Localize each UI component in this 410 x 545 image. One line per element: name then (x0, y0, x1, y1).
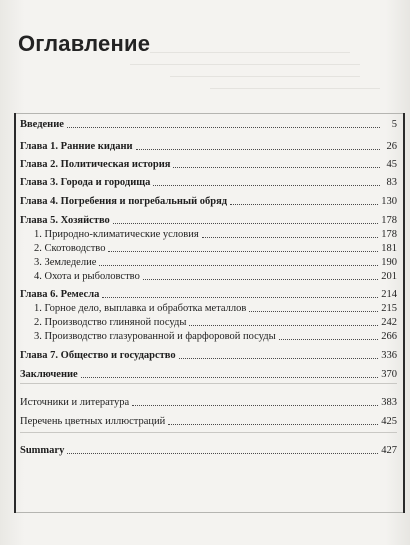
dot-leader (179, 357, 379, 359)
toc-entry-page-number: 5 (391, 119, 397, 130)
toc-entry[interactable] (20, 348, 397, 362)
toc-entry-page-number: 425 (381, 416, 397, 427)
toc-entry-page-number: 190 (381, 257, 397, 268)
show-through-line (150, 52, 350, 53)
toc-entry-label: 3. Производство глазурованной и фарфоровой посуды (34, 331, 276, 342)
show-through-line (210, 88, 380, 89)
toc-entry-page-number: 201 (381, 271, 397, 282)
dot-leader (136, 148, 380, 150)
toc-entry-page-number: 130 (381, 196, 397, 207)
toc-frame-top (16, 113, 403, 114)
dot-leader (173, 166, 380, 168)
dot-leader (143, 278, 378, 280)
dot-leader (230, 203, 378, 205)
toc-entry-page-number: 181 (381, 243, 397, 254)
toc-entry-page-number: 266 (381, 331, 397, 342)
toc-entry-label: 4. Охота и рыболовство (34, 271, 140, 282)
toc-entry[interactable] (20, 269, 397, 283)
toc-entry-label: Глава 4. Погребения и погребальный обряд (20, 196, 228, 207)
dot-leader (189, 324, 378, 326)
toc-entry-page-number: 178 (381, 229, 397, 240)
dot-leader (67, 452, 378, 454)
toc-entry-page-number: 214 (381, 289, 397, 300)
section-divider (20, 383, 397, 384)
toc-entry[interactable] (20, 315, 397, 329)
dot-leader (113, 222, 378, 224)
dot-leader (67, 126, 380, 128)
toc-entry[interactable] (20, 414, 397, 428)
toc-entry-label: Заключение (20, 369, 78, 380)
toc-entry-label: Перечень цветных иллюстраций (20, 416, 166, 427)
toc-entry[interactable] (20, 139, 397, 153)
toc-entry-label: Источники и литература (20, 397, 130, 408)
toc-entry[interactable] (20, 287, 397, 301)
dot-leader (249, 310, 378, 312)
dot-leader (81, 376, 379, 378)
toc-entry-page-number: 383 (381, 397, 397, 408)
toc-entry-label: Введение (20, 119, 64, 130)
toc-frame-bottom (16, 512, 403, 513)
dot-leader (132, 404, 378, 406)
toc-entry-page-number: 26 (386, 141, 397, 152)
toc-entry-label: Summary (20, 445, 65, 456)
toc-entry-page-number: 242 (381, 317, 397, 328)
toc-entry-label: Глава 5. Хозяйство (20, 215, 110, 226)
toc-entry-label: Глава 6. Ремесла (20, 289, 100, 300)
toc-entry[interactable] (20, 157, 397, 171)
toc-entry-page-number: 83 (386, 177, 397, 188)
toc-entry[interactable] (20, 175, 397, 189)
dot-leader (108, 250, 378, 252)
toc-entry[interactable] (20, 255, 397, 269)
show-through-line (170, 76, 360, 77)
toc-entry[interactable] (20, 329, 397, 343)
toc-entry-label: Глава 1. Ранние кидани (20, 141, 133, 152)
toc-entry-page-number: 178 (381, 215, 397, 226)
dot-leader (99, 264, 378, 266)
show-through-line (130, 64, 360, 65)
toc-entry[interactable] (20, 395, 397, 409)
dot-leader (102, 296, 378, 298)
toc-entry-label: 1. Природно-климатические условия (34, 229, 199, 240)
toc-entry-label: Глава 7. Общество и государство (20, 350, 176, 361)
toc-entry-label: Глава 2. Политическая история (20, 159, 171, 170)
toc-entry-page-number: 215 (381, 303, 397, 314)
dot-leader (279, 338, 379, 340)
toc-entry-page-number: 45 (386, 159, 397, 170)
toc-entry[interactable] (20, 241, 397, 255)
toc-entry[interactable] (20, 301, 397, 315)
toc-entry[interactable] (20, 117, 397, 131)
toc-entry-page-number: 370 (381, 369, 397, 380)
toc-entry-label: 2. Производство глиняной посуды (34, 317, 187, 328)
toc-entry-label: 1. Горное дело, выплавка и обработка металлов (34, 303, 247, 314)
toc-entry[interactable] (20, 443, 397, 457)
dot-leader (153, 184, 380, 186)
toc-entry[interactable] (20, 213, 397, 227)
toc-entry-label: 3. Земледелие (34, 257, 97, 268)
toc-entry-label: Глава 3. Города и городища (20, 177, 151, 188)
toc-entry[interactable] (20, 227, 397, 241)
toc-entry-label: 2. Скотоводство (34, 243, 106, 254)
toc-entry[interactable] (20, 367, 397, 381)
page-title: Оглавление (18, 31, 151, 56)
dot-leader (168, 423, 378, 425)
section-divider (20, 432, 397, 433)
toc-entry-page-number: 427 (381, 445, 397, 456)
toc-entry[interactable] (20, 194, 397, 208)
dot-leader (202, 236, 379, 238)
toc-entry-page-number: 336 (381, 350, 397, 361)
